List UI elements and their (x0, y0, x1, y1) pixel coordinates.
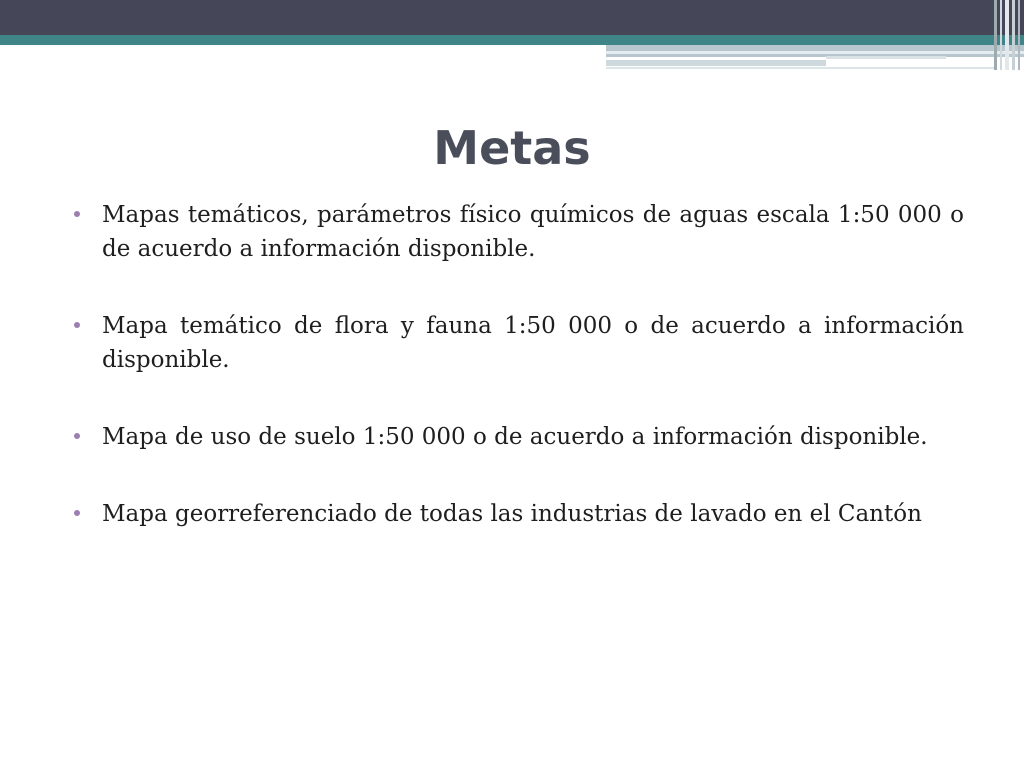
bullet-text: Mapa temático de flora y fauna 1:50 000 o de acuerdo a información disponible. (102, 313, 964, 373)
bullet-text: Mapa georreferenciado de todas las industrias de lavado en el Cantón (102, 501, 922, 527)
header-vertical-ribbon (1018, 0, 1020, 70)
header-decor-line (826, 56, 946, 59)
bullet-item (74, 198, 964, 266)
bullet-dot-icon (74, 510, 80, 516)
bullet-dot-icon (74, 433, 80, 439)
header-strip-light (606, 51, 1024, 54)
header-vertical-ribbon (1005, 0, 1009, 70)
bullet-text: Mapas temáticos, parámetros físico químicos de aguas escala 1:50 000 o de acuerdo a información disponible. (102, 202, 964, 262)
slide-title: Metas (433, 121, 591, 175)
header-band-white (0, 45, 606, 50)
bullet-item (74, 309, 964, 377)
bullet-dot-icon (74, 322, 80, 328)
bullet-item (74, 420, 964, 454)
bullet-item (74, 497, 964, 531)
header-vertical-ribbon (1000, 0, 1002, 70)
header-decor-line (606, 67, 996, 69)
header-band-dark (0, 0, 1024, 35)
header-vertical-ribbon (1012, 0, 1015, 70)
bullet-text: Mapa de uso de suelo 1:50 000 o de acuerdo a información disponible. (102, 424, 928, 450)
header-decor-line (606, 60, 826, 66)
bullet-dot-icon (74, 211, 80, 217)
header-band-teal (0, 35, 1024, 45)
header-vertical-ribbon (994, 0, 997, 70)
bullet-list (74, 198, 964, 574)
